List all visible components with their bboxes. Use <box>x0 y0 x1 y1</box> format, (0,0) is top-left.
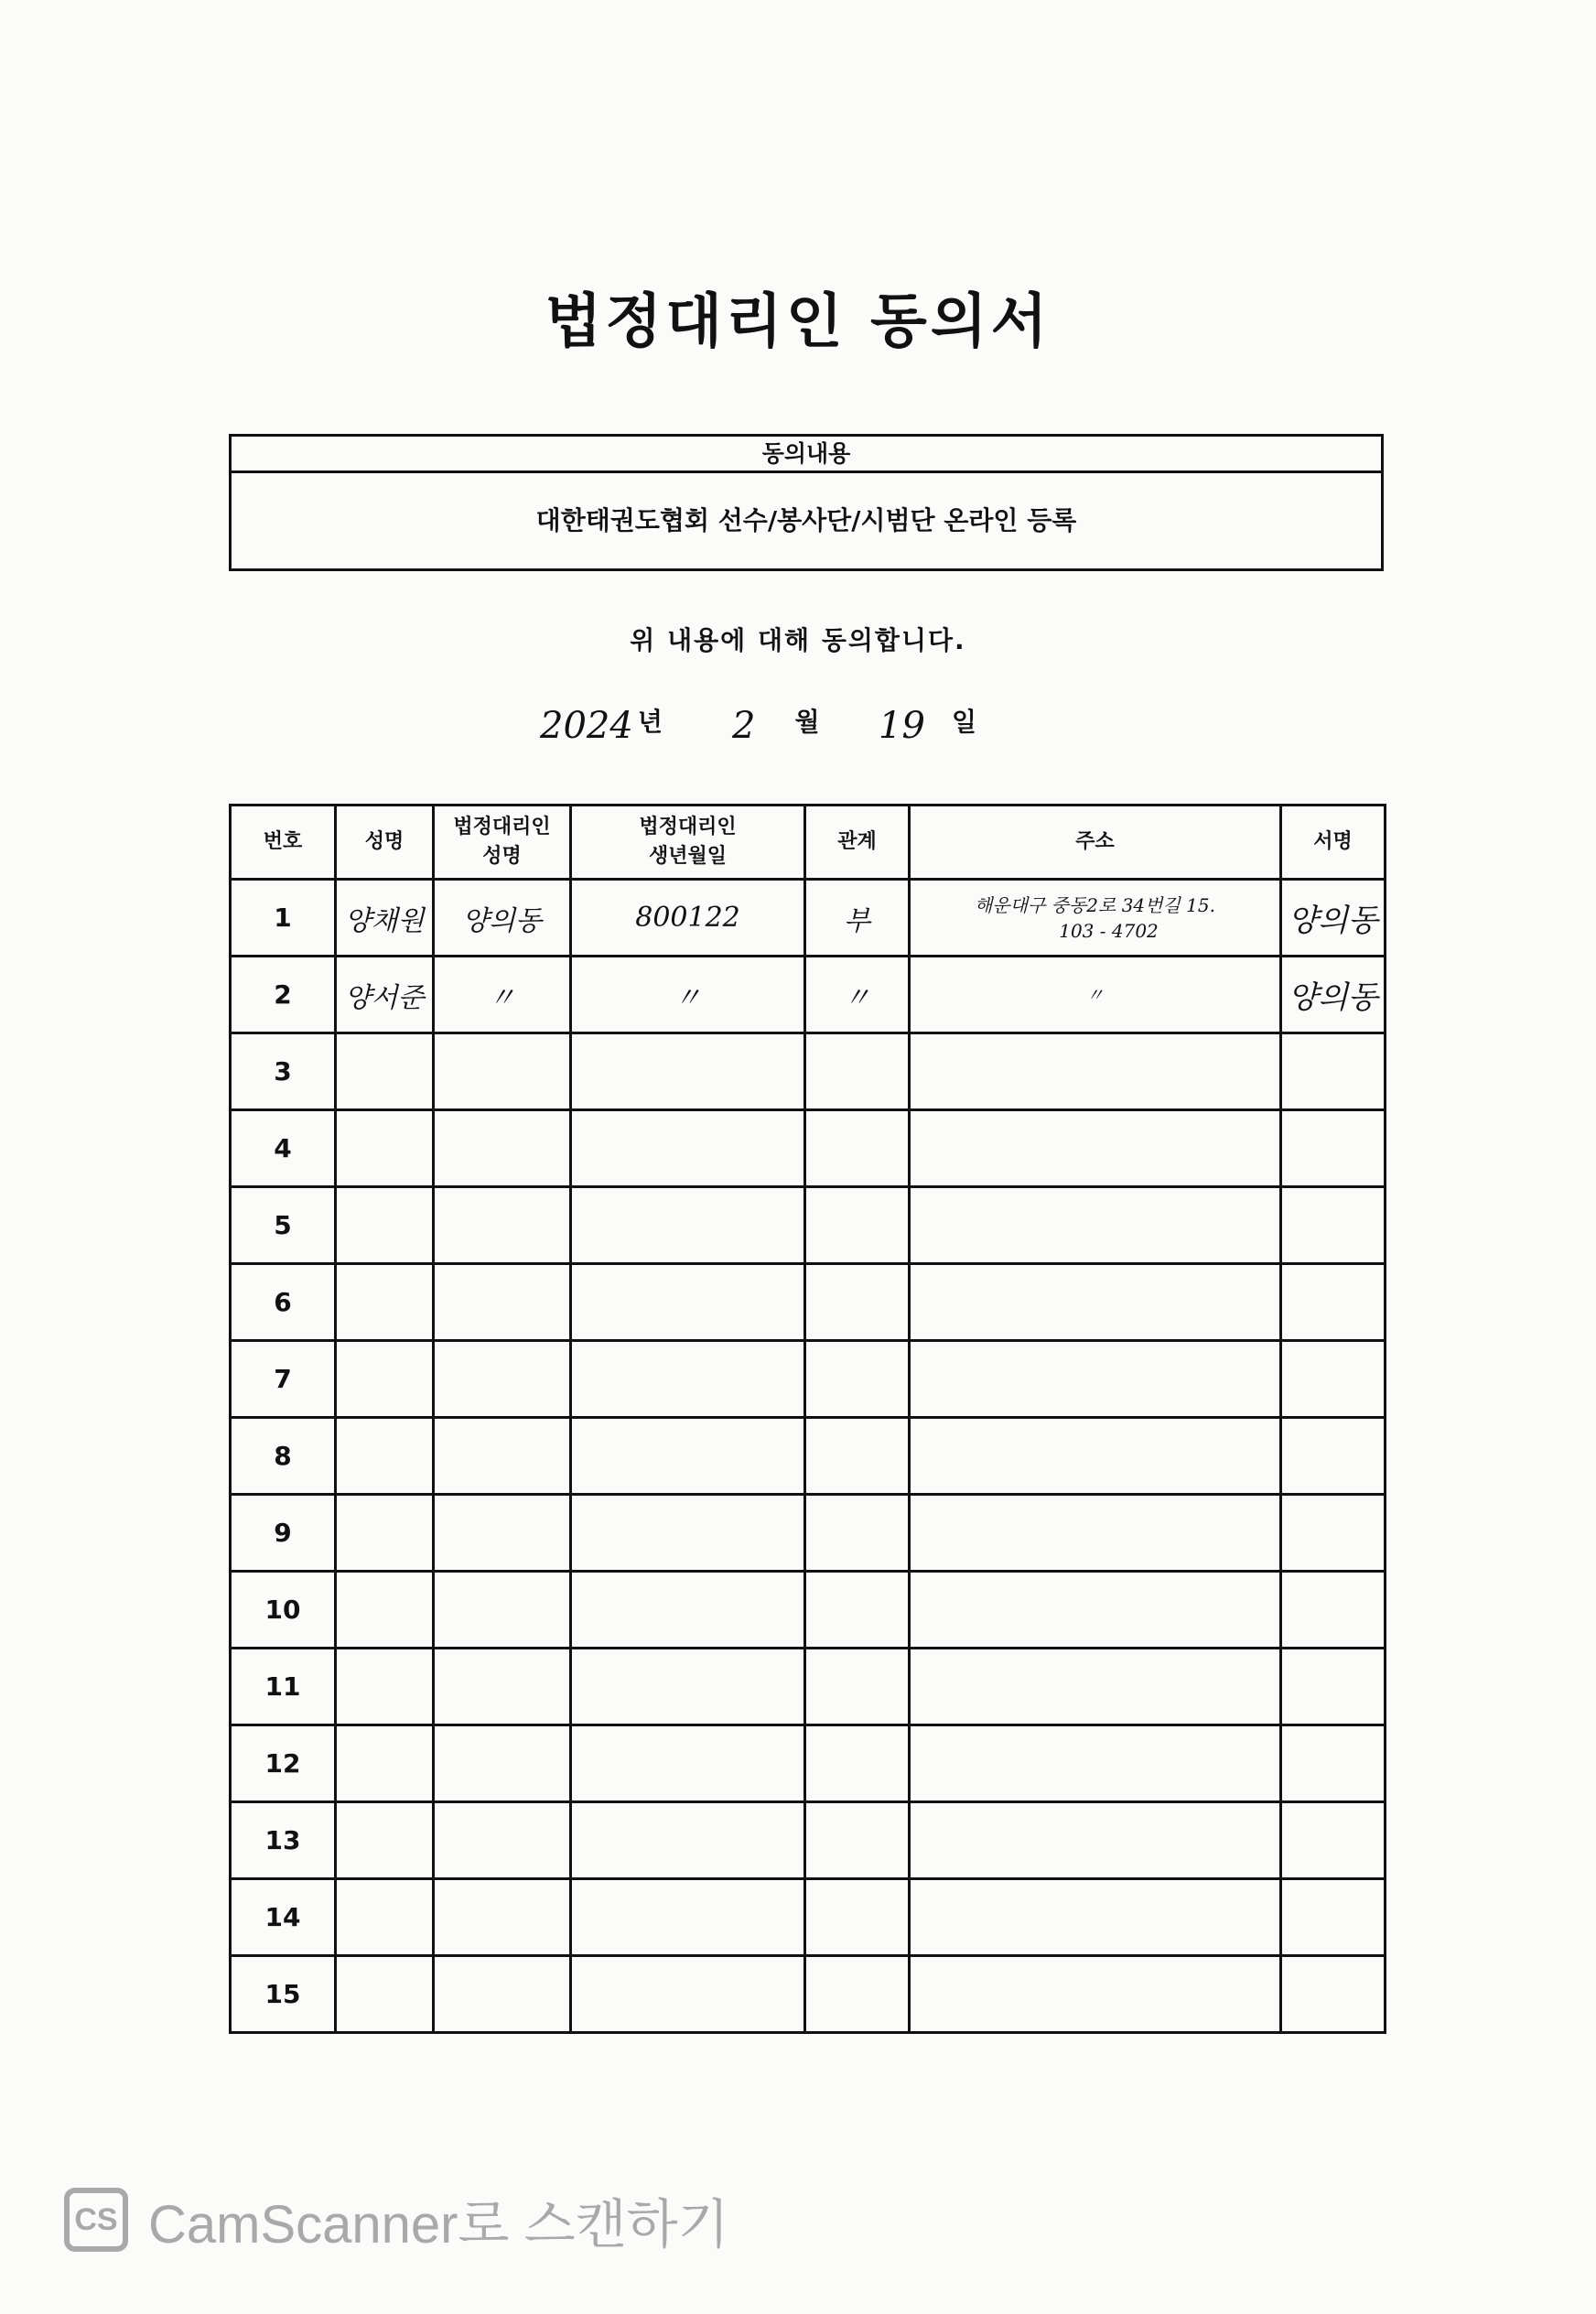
header-no: 번호 <box>231 806 336 880</box>
cell-name <box>336 1110 434 1187</box>
consent-box <box>229 434 1384 571</box>
header-name: 성명 <box>336 806 434 880</box>
table-row <box>231 1418 1386 1495</box>
header-guardian-name-line2: 성명 <box>482 845 522 868</box>
row-number: 13 <box>231 1802 336 1879</box>
agreement-statement: 위 내용에 대해 동의합니다. <box>630 625 966 655</box>
cell-name <box>336 1495 434 1572</box>
cell-guardian-birth <box>571 1725 805 1802</box>
row-number: 7 <box>231 1341 336 1418</box>
cell-address <box>910 1572 1281 1649</box>
cell-guardian-name <box>434 1418 571 1495</box>
cell-relation <box>805 1879 910 1956</box>
cell-guardian-name <box>434 1879 571 1956</box>
cell-relation: 〃 <box>805 957 910 1033</box>
camscanner-logo: CS <box>64 2188 128 2252</box>
table-row <box>231 1956 1386 2033</box>
cell-guardian-name <box>434 1264 571 1341</box>
cell-guardian-birth <box>571 1187 805 1264</box>
table-row <box>231 1495 1386 1572</box>
cell-guardian-name <box>434 1956 571 2033</box>
cell-guardian-birth <box>571 1418 805 1495</box>
document-title: 법정대리인 동의서 <box>545 288 1051 356</box>
cell-guardian-birth <box>571 1879 805 1956</box>
date-month <box>732 705 820 760</box>
cell-relation <box>805 1264 910 1341</box>
table-row <box>231 880 1386 957</box>
date-day-unit: 일 <box>952 707 977 737</box>
cell-signature <box>1281 1341 1386 1418</box>
cell-address <box>910 957 1281 1033</box>
cell-name <box>336 1956 434 2033</box>
cell-guardian-birth <box>571 1572 805 1649</box>
cell-address <box>910 1033 1281 1110</box>
row-number: 15 <box>231 1956 336 2033</box>
cell-address <box>910 1418 1281 1495</box>
cell-signature <box>1281 1187 1386 1264</box>
cell-relation <box>805 1033 910 1110</box>
row-number: 11 <box>231 1649 336 1725</box>
table-row <box>231 1572 1386 1649</box>
table-row <box>231 1649 1386 1725</box>
cell-guardian-birth <box>571 1341 805 1418</box>
cell-name: 양채원 <box>336 880 434 957</box>
header-guardian-name <box>434 806 571 880</box>
cell-relation <box>805 1418 910 1495</box>
row-number: 3 <box>231 1033 336 1110</box>
cell-signature <box>1281 1802 1386 1879</box>
date-month-unit: 월 <box>794 707 820 737</box>
row-number: 6 <box>231 1264 336 1341</box>
cell-guardian-name <box>434 1341 571 1418</box>
cell-address <box>910 1110 1281 1187</box>
cell-guardian-name <box>434 1802 571 1879</box>
cell-address <box>910 1341 1281 1418</box>
header-guardian-birth <box>571 806 805 880</box>
row-number: 12 <box>231 1725 336 1802</box>
cell-relation <box>805 1341 910 1418</box>
cell-guardian-birth <box>571 1802 805 1879</box>
cell-name <box>336 1418 434 1495</box>
cell-signature <box>1281 1495 1386 1572</box>
cell-guardian-birth: 〃 <box>571 957 805 1033</box>
address-line1: 〃 <box>1085 983 1105 1006</box>
cell-name: 양서준 <box>336 957 434 1033</box>
cell-guardian-birth <box>571 1956 805 2033</box>
cell-signature <box>1281 1649 1386 1725</box>
cell-guardian-name <box>434 1033 571 1110</box>
cell-guardian-birth: 800122 <box>571 880 805 957</box>
date-year <box>540 705 663 760</box>
cell-guardian-name: 〃 <box>434 957 571 1033</box>
cell-address <box>910 1495 1281 1572</box>
consent-content: 대한태권도협회 선수/봉사단/시범단 온라인 등록 <box>535 505 1077 535</box>
cell-address <box>910 1264 1281 1341</box>
cell-signature <box>1281 1725 1386 1802</box>
header-guardian-birth-line2: 생년월일 <box>648 845 727 868</box>
cell-signature <box>1281 1033 1386 1110</box>
cell-guardian-name <box>434 1187 571 1264</box>
cell-guardian-name: 양의동 <box>434 880 571 957</box>
cell-relation <box>805 1649 910 1725</box>
row-number: 14 <box>231 1879 336 1956</box>
row-number: 9 <box>231 1495 336 1572</box>
table-row <box>231 1187 1386 1264</box>
cell-address <box>910 1802 1281 1879</box>
cell-guardian-birth <box>571 1649 805 1725</box>
table-row <box>231 1341 1386 1418</box>
cell-relation <box>805 1725 910 1802</box>
row-number: 5 <box>231 1187 336 1264</box>
date-year-unit: 년 <box>637 707 663 737</box>
cell-signature: 양의동 <box>1281 880 1386 957</box>
cell-address <box>910 1725 1281 1802</box>
cell-signature <box>1281 1110 1386 1187</box>
cell-signature <box>1281 1956 1386 2033</box>
cell-address <box>910 1187 1281 1264</box>
table-header-row <box>231 806 1386 880</box>
header-signature: 서명 <box>1281 806 1386 880</box>
header-relation: 관계 <box>805 806 910 880</box>
cell-relation <box>805 1956 910 2033</box>
cell-address <box>910 880 1281 957</box>
cell-name <box>336 1341 434 1418</box>
cell-guardian-name <box>434 1725 571 1802</box>
cell-guardian-birth <box>571 1264 805 1341</box>
cell-guardian-birth <box>571 1495 805 1572</box>
date-month-value: 2 <box>732 705 756 747</box>
cell-guardian-name <box>434 1495 571 1572</box>
date-day-value: 19 <box>879 705 925 747</box>
row-number: 1 <box>231 880 336 957</box>
cell-name <box>336 1572 434 1649</box>
row-number: 8 <box>231 1418 336 1495</box>
cell-guardian-birth <box>571 1033 805 1110</box>
cell-name <box>336 1725 434 1802</box>
cell-guardian-name <box>434 1649 571 1725</box>
consent-header: 동의내용 <box>232 437 1381 473</box>
cell-address <box>910 1649 1281 1725</box>
cell-signature <box>1281 1572 1386 1649</box>
table-row <box>231 957 1386 1033</box>
cell-relation <box>805 1187 910 1264</box>
cell-name <box>336 1879 434 1956</box>
table-row <box>231 1110 1386 1187</box>
cell-name <box>336 1187 434 1264</box>
row-number: 4 <box>231 1110 336 1187</box>
cell-name <box>336 1649 434 1725</box>
cell-signature <box>1281 1879 1386 1956</box>
cell-relation <box>805 1572 910 1649</box>
camscanner-watermark <box>64 2188 729 2255</box>
registration-table <box>229 804 1386 2034</box>
cell-relation <box>805 1110 910 1187</box>
cell-name <box>336 1264 434 1341</box>
row-number: 10 <box>231 1572 336 1649</box>
table-row <box>231 1879 1386 1956</box>
cell-name <box>336 1033 434 1110</box>
cell-signature: 양의동 <box>1281 957 1386 1033</box>
date-year-value: 2024 <box>540 705 633 747</box>
table-row <box>231 1802 1386 1879</box>
header-guardian-name-line1: 법정대리인 <box>453 816 551 838</box>
cell-address <box>910 1879 1281 1956</box>
row-number: 2 <box>231 957 336 1033</box>
cell-relation: 부 <box>805 880 910 957</box>
table-row <box>231 1725 1386 1802</box>
header-address: 주소 <box>910 806 1281 880</box>
header-guardian-birth-line1: 법정대리인 <box>639 816 737 838</box>
cell-address <box>910 1956 1281 2033</box>
camscanner-text: CamScanner로 스캔하기 <box>148 2195 729 2255</box>
cell-guardian-birth <box>571 1110 805 1187</box>
cell-signature <box>1281 1264 1386 1341</box>
cell-signature <box>1281 1418 1386 1495</box>
cell-name <box>336 1802 434 1879</box>
cell-guardian-name <box>434 1110 571 1187</box>
cell-relation <box>805 1802 910 1879</box>
date-day <box>879 705 976 760</box>
address-line1: 해운대구 중동2로 34번길 15. <box>975 893 1215 916</box>
address-line2: 103 - 4702 <box>1059 919 1159 942</box>
cell-relation <box>805 1495 910 1572</box>
table-row <box>231 1033 1386 1110</box>
cell-guardian-name <box>434 1572 571 1649</box>
table-row <box>231 1264 1386 1341</box>
